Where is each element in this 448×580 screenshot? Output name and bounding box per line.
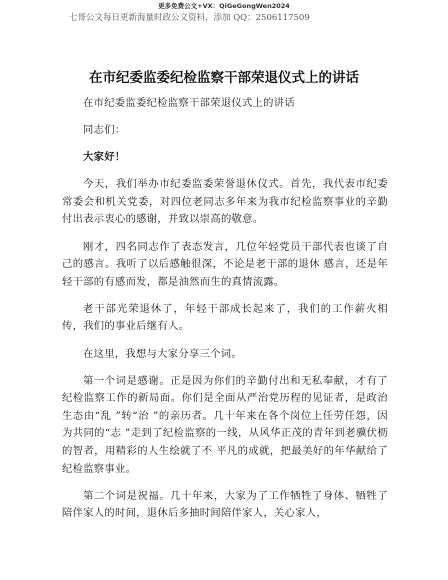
paragraph: 第一个词是感谢。正是因为你们的辛勤付出和无私奉献，才有了纪检监察工作的新局面。你们是全面从严治党历程的见证者，是政治生态由“乱 ”转“治 ”的亲历者。几十年来在各个岗位上任劳任怨，因为共同的“志 ”走到了纪检监察的一线，从风华正茂的青年到老骥伏枥的智者，用精彩的人生绘就了不 平凡的成就，把最美好的年华献给了纪检监察事业。 bbox=[62, 374, 388, 475]
header-subtitle-line: 七哥公文每日更新海量时政公文资料，添加 QQ：2506117509 bbox=[69, 13, 310, 23]
header-promo-line: 更多免费公文+VX：QiGeGongWen2024 bbox=[158, 2, 290, 10]
paragraph: 同志们： bbox=[83, 124, 126, 137]
paragraph: 今天，我们举办市纪委监委荣誉退休仪式。首先，我代表市纪委常委会和机关党委，对四位老同志多年来为我市纪检监察事业的辛勤付出表示衷心的感谢，并致以崇高的敬意。 bbox=[62, 178, 388, 226]
paragraph: 在市纪委监委纪检监察干部荣退仪式上的讲话 bbox=[83, 97, 295, 109]
paragraph: 第二个词是祝福。几十年来，大家为了工作牺牲了身体、牺牲了陪伴家人的时间，退休后多抽时间陪伴家人，关心家人， bbox=[62, 489, 388, 520]
document-body bbox=[62, 95, 388, 532]
paragraph: 刚才，四名同志作了表态发言，几位年轻党员干部代表也谈了自 己的感言。我听了以后感触很深，不论是老干部的退休 感言，还是年轻干部的有感而发，都是油然而生的真情流露。 bbox=[62, 240, 388, 288]
paragraph: 在这里，我想与大家分享三个词。 bbox=[83, 347, 242, 360]
paragraph: 老干部光荣退休了，年轻干部成长起来了，我们的工作薪火相传，我们的事业后继有人。 bbox=[62, 302, 388, 333]
paragraph: 大家好！ bbox=[83, 151, 126, 164]
document-title: 在市纪委监委纪检监察干部荣退仪式上的讲话 bbox=[89, 70, 359, 86]
